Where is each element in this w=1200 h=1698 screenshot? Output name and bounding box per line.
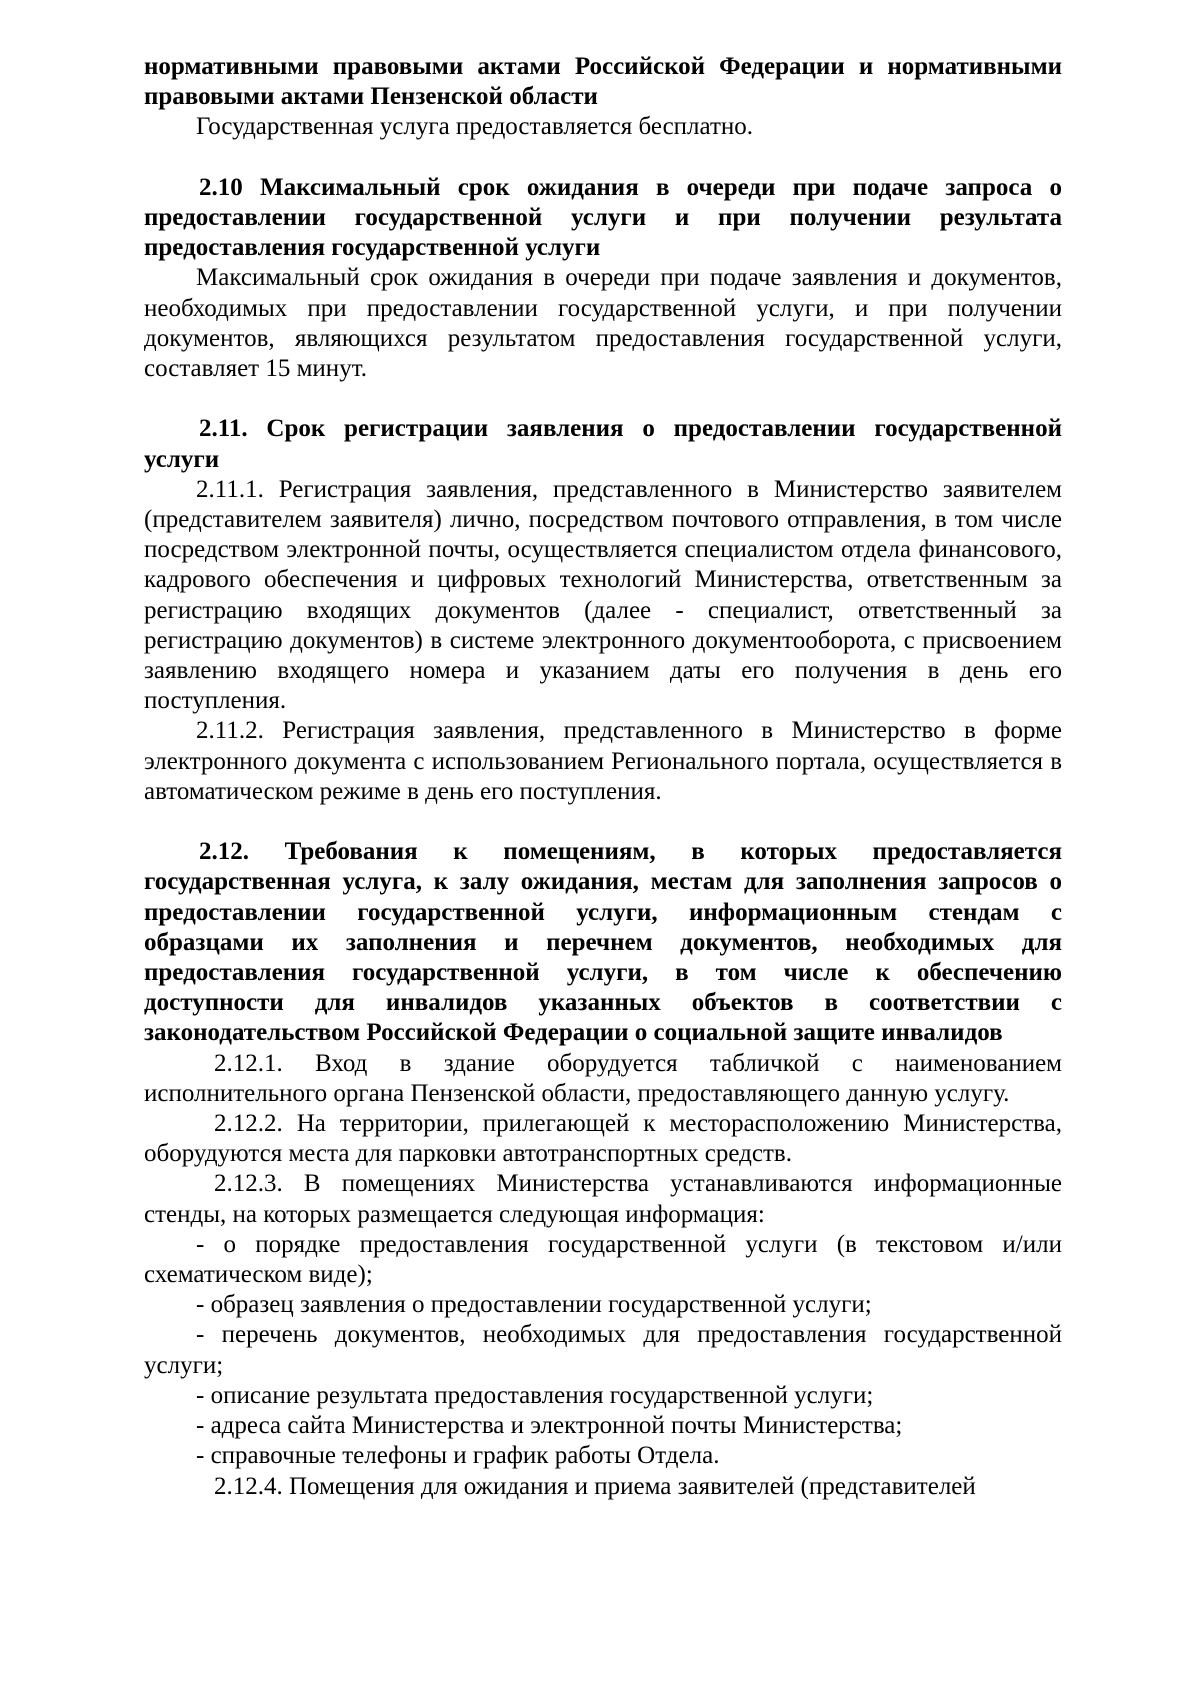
section-2-11-heading: 2.11. Срок регистрации заявления о предоставлении государственной услуги: [144, 415, 1062, 473]
section-2-10-heading: 2.10 Максимальный срок ожидания в очереди при подаче запроса о предоставлении государственной услуги и при получении результата предоставления государственной услуги: [144, 173, 1062, 262]
section-2-12-4-paragraph: 2.12.4. Помещения для ожидания и приема заявителей (представителей: [214, 1472, 976, 1500]
list-item: - о порядке предоставления государственной услуги (в текстовом и/или схематическом виде);: [144, 1230, 1062, 1289]
section-2-12-2-paragraph: 2.12.2. На территории, прилегающей к месторасположению Министерства, оборудуются места для парковки автотранспортных средств.: [144, 1110, 1062, 1168]
section-2-12-heading: 2.12. Требования к помещениям, в которых предоставляется государственная услуга, к залу ожидания, местам для заполнения запросов о предоставлении государственной услуги, информационным стендам с образцами их заполнения и перечнем документов, необходимых для предоставления государственной услуги, в том числе к обеспечению доступности для инвалидов указанных объектов в соответствии с законодательством Российской Федерации о социальной защите инвалидов: [144, 838, 1062, 1047]
list-item: - описание результата предоставления государственной услуги;: [196, 1381, 874, 1409]
section-2-10-paragraph: Максимальный срок ожидания в очереди при подаче заявления и документов, необходимых при предоставлении государственной услуги, и при получении документов, являющихся результатом предоставления государственной услуги, составляет 15 минут.: [144, 264, 1062, 383]
document-page: [144, 52, 1062, 1502]
list-item: - адреса сайта Министерства и электронной почты Министерства;: [196, 1412, 903, 1440]
intro-heading: нормативными правовыми актами Российской Федерации и нормативными правовыми актами Пензенской области: [144, 53, 1062, 111]
list-item: - перечень документов, необходимых для предоставления государственной услуги;: [144, 1321, 1062, 1379]
list-item: - образец заявления о предоставлении государственной услуги;: [196, 1291, 872, 1319]
section-2-11-2-paragraph: 2.11.2. Регистрация заявления, представленного в Министерство в форме электронного документа с использованием Регионального портала, осуществляется в автоматическом режиме в день его поступления.: [144, 717, 1062, 805]
list-item: - справочные телефоны и график работы Отдела.: [196, 1442, 720, 1470]
intro-text: Государственная услуга предоставляется бесплатно.: [196, 113, 754, 141]
section-2-12-1-paragraph: 2.12.1. Вход в здание оборудуется табличкой с наименованием исполнительного органа Пензенской области, предоставляющего данную услугу.: [144, 1049, 1062, 1107]
section-2-11-1-paragraph: 2.11.1. Регистрация заявления, представленного в Министерство заявителем (представителем заявителя) лично, посредством почтового отправления, в том числе посредством электронной почты, осуществляется специалистом отдела финансового, кадрового обеспечения и цифровых технологий Министерства, ответственным за регистрацию входящих документов (далее - специалист, ответственный за регистрацию документов) в системе электронного документооборота, с присвоением заявлению входящего номера и указанием даты его получения в день его поступления.: [144, 475, 1062, 715]
section-2-12-3-paragraph: 2.12.3. В помещениях Министерства устанавливаются информационные стенды, на которых размещается следующая информация:: [144, 1170, 1062, 1228]
